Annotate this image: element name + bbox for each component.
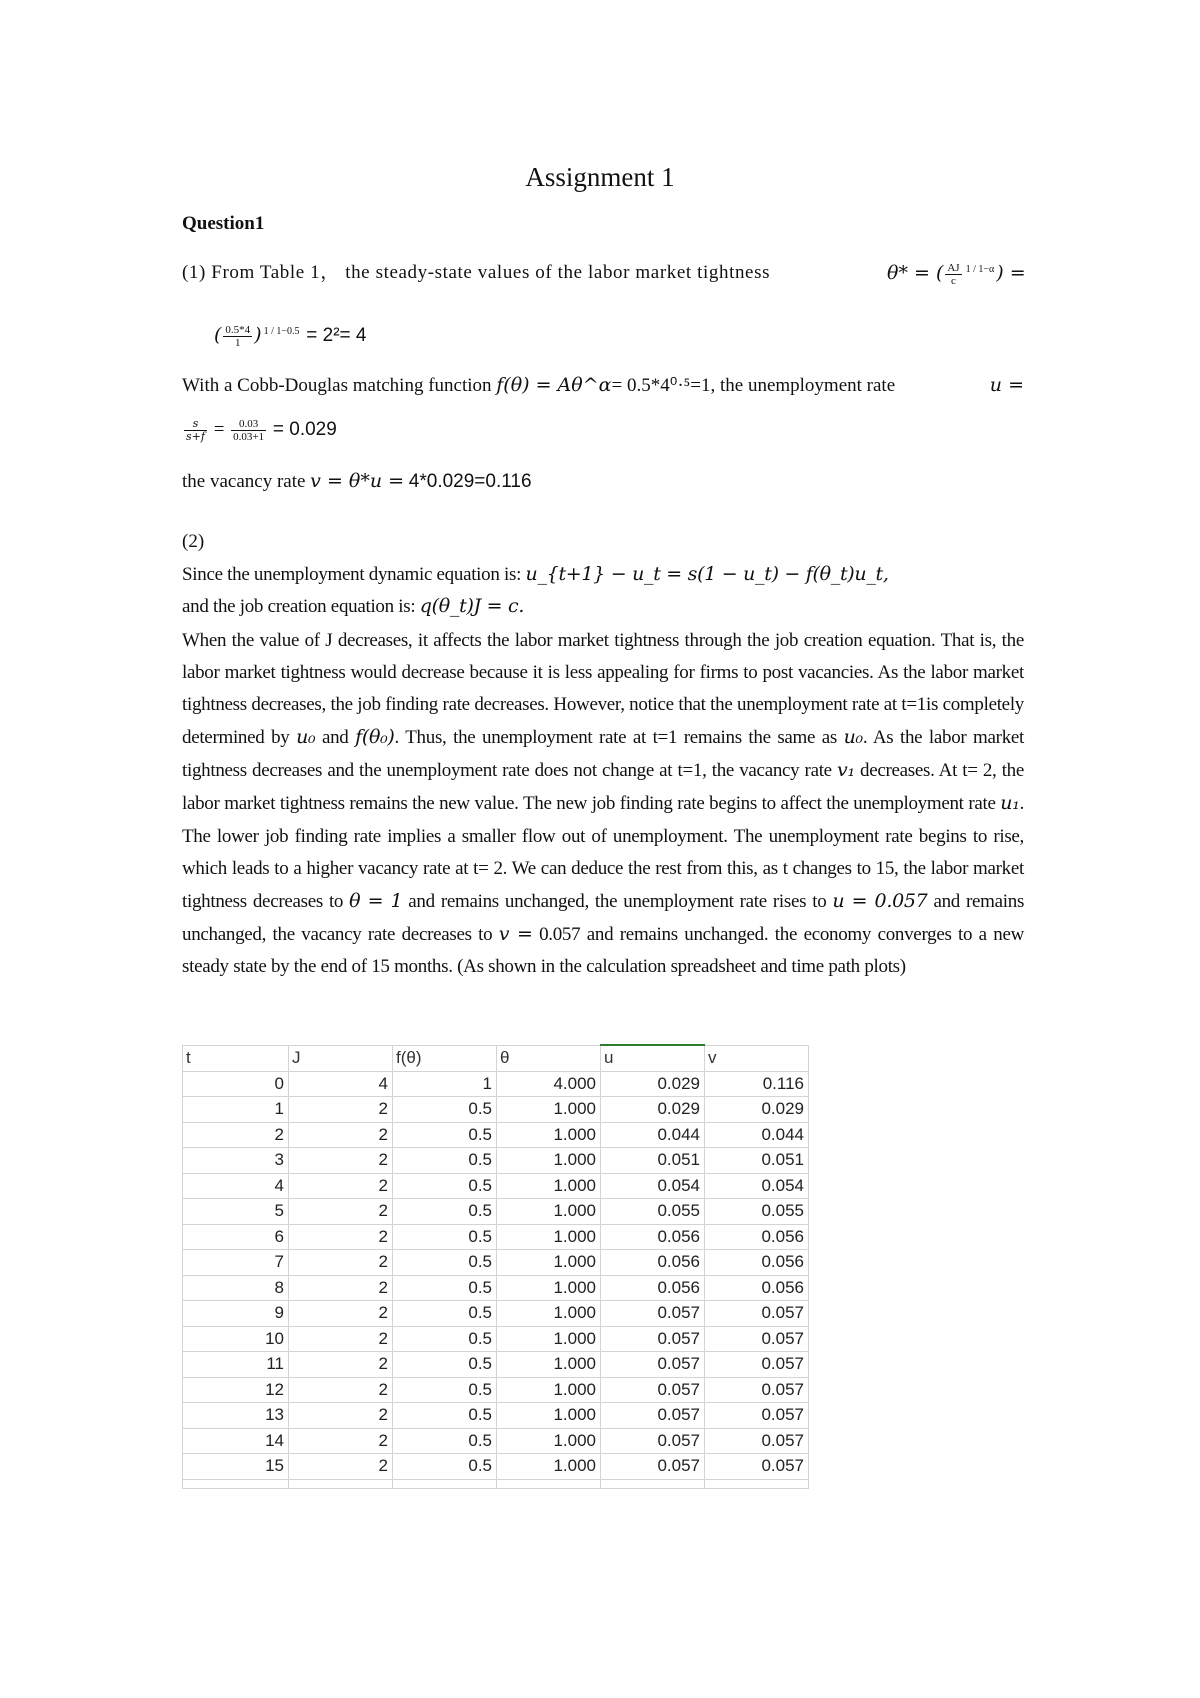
table-cell: 2 bbox=[289, 1454, 393, 1480]
part1-line2: ( $\frac{0.5*4}{1}$ ) 1 / 1−0.5 = 2²= 4 bbox=[214, 324, 367, 350]
table-cell: 7 bbox=[183, 1250, 289, 1276]
part1-line1 bbox=[182, 261, 1026, 288]
table-cell: 4 bbox=[183, 1173, 289, 1199]
table-cell: 0.5 bbox=[393, 1275, 497, 1301]
table-cell: 0.057 bbox=[601, 1352, 705, 1378]
table-cell: 0.057 bbox=[601, 1301, 705, 1327]
table-row bbox=[183, 1097, 809, 1123]
table-cell-empty bbox=[497, 1479, 601, 1488]
table-cell: 0.5 bbox=[393, 1301, 497, 1327]
table-cell: 2 bbox=[289, 1250, 393, 1276]
table-cell-empty bbox=[289, 1479, 393, 1488]
table-cell: 0.5 bbox=[393, 1224, 497, 1250]
table-cell: 0.116 bbox=[705, 1071, 809, 1097]
table-row bbox=[183, 1122, 809, 1148]
part2-label: (2) bbox=[182, 531, 205, 552]
table-cell: 2 bbox=[289, 1148, 393, 1174]
table-cell: 2 bbox=[289, 1326, 393, 1352]
table-cell-empty bbox=[601, 1479, 705, 1488]
table-cell: 12 bbox=[183, 1377, 289, 1403]
table-cell: 0.5 bbox=[393, 1199, 497, 1225]
table-cell-empty bbox=[393, 1479, 497, 1488]
table-cell: 2 bbox=[289, 1301, 393, 1327]
table-cell: 0.056 bbox=[601, 1250, 705, 1276]
table-cell: 2 bbox=[289, 1173, 393, 1199]
table-cell: 13 bbox=[183, 1403, 289, 1429]
table-cell: 1.000 bbox=[497, 1377, 601, 1403]
table-cell-empty bbox=[183, 1479, 289, 1488]
table-cell: 1.000 bbox=[497, 1148, 601, 1174]
table-cell: 8 bbox=[183, 1275, 289, 1301]
table-cell: 2 bbox=[289, 1403, 393, 1429]
table-cell: 0 bbox=[183, 1071, 289, 1097]
table-cell: 0.5 bbox=[393, 1428, 497, 1454]
table-cell: 4.000 bbox=[497, 1071, 601, 1097]
table-cell: 0.056 bbox=[601, 1275, 705, 1301]
table-cell: 15 bbox=[183, 1454, 289, 1480]
table-cell: 0.057 bbox=[705, 1352, 809, 1378]
table-cell: 1.000 bbox=[497, 1403, 601, 1429]
table-cell: 14 bbox=[183, 1428, 289, 1454]
page-title: Assignment 1 bbox=[525, 162, 675, 192]
table-cell: 2 bbox=[289, 1352, 393, 1378]
table-cell: 9 bbox=[183, 1301, 289, 1327]
table-cell: 0.5 bbox=[393, 1250, 497, 1276]
column-header: t bbox=[183, 1045, 289, 1071]
table-cell: 0.044 bbox=[705, 1122, 809, 1148]
table-cell: 0.5 bbox=[393, 1403, 497, 1429]
table-cell: 0.056 bbox=[601, 1224, 705, 1250]
table-cell: 2 bbox=[289, 1428, 393, 1454]
table-cell: 0.057 bbox=[601, 1403, 705, 1429]
part1-line4: $\frac{s}{s+f}$ = $\frac{0.03}{0.03+1}$ = 0.029 bbox=[186, 417, 337, 444]
table-cell: 0.057 bbox=[705, 1301, 809, 1327]
part2-eq1: Since the unemployment dynamic equation is: u_{t+1} − u_t = s(1 − u_t) − f(θ_t)u_t, bbox=[182, 563, 889, 585]
table-cell: 0.057 bbox=[601, 1428, 705, 1454]
table-row bbox=[183, 1403, 809, 1429]
column-header: J bbox=[289, 1045, 393, 1071]
table-cell: 0.057 bbox=[705, 1326, 809, 1352]
column-header: f(θ) bbox=[393, 1045, 497, 1071]
table-cell: 1.000 bbox=[497, 1199, 601, 1225]
table-row bbox=[183, 1454, 809, 1480]
table-cell: 5 bbox=[183, 1199, 289, 1225]
table-cell: 0.5 bbox=[393, 1173, 497, 1199]
table-cell: 0.5 bbox=[393, 1122, 497, 1148]
calculation-spreadsheet bbox=[182, 1044, 809, 1489]
question-heading: Question1 bbox=[182, 213, 265, 234]
table-cell: 2 bbox=[183, 1122, 289, 1148]
table-cell: 0.5 bbox=[393, 1352, 497, 1378]
table-cell-empty bbox=[705, 1479, 809, 1488]
table-cell: 1.000 bbox=[497, 1122, 601, 1148]
table-cell: 0.057 bbox=[601, 1454, 705, 1480]
table-cell: 0.054 bbox=[601, 1173, 705, 1199]
table-cell: 1.000 bbox=[497, 1097, 601, 1123]
table-row bbox=[183, 1428, 809, 1454]
table-cell: 1.000 bbox=[497, 1250, 601, 1276]
table-cell: 10 bbox=[183, 1326, 289, 1352]
table-cell: 1.000 bbox=[497, 1224, 601, 1250]
table-cell: 0.051 bbox=[705, 1148, 809, 1174]
table-row bbox=[183, 1352, 809, 1378]
column-header: v bbox=[705, 1045, 809, 1071]
table-cell: 1.000 bbox=[497, 1326, 601, 1352]
table-cell: 0.051 bbox=[601, 1148, 705, 1174]
table-cell: 0.057 bbox=[601, 1377, 705, 1403]
table-row bbox=[183, 1301, 809, 1327]
table-cell: 0.5 bbox=[393, 1148, 497, 1174]
table-cell: 11 bbox=[183, 1352, 289, 1378]
table-cell: 1.000 bbox=[497, 1301, 601, 1327]
table-cell: 0.056 bbox=[705, 1224, 809, 1250]
table-cell: 0.029 bbox=[705, 1097, 809, 1123]
theta-star-formula: θ* = ( $\frac{AJ}{c}$ 1 / 1−α ) = bbox=[887, 262, 1026, 288]
column-header: θ bbox=[497, 1045, 601, 1071]
table-cell: 0.5 bbox=[393, 1377, 497, 1403]
column-header: u bbox=[601, 1045, 705, 1071]
table-cell: 1.000 bbox=[497, 1454, 601, 1480]
table-row bbox=[183, 1173, 809, 1199]
table-cell: 1.000 bbox=[497, 1428, 601, 1454]
table-cell: 0.055 bbox=[705, 1199, 809, 1225]
table-row bbox=[183, 1326, 809, 1352]
table-cell: 2 bbox=[289, 1199, 393, 1225]
table-cell: 1 bbox=[393, 1071, 497, 1097]
table-cell: 2 bbox=[289, 1097, 393, 1123]
table-cell: 0.5 bbox=[393, 1097, 497, 1123]
table-cell: 0.029 bbox=[601, 1071, 705, 1097]
table-row bbox=[183, 1148, 809, 1174]
table-cell: 6 bbox=[183, 1224, 289, 1250]
table-cell: 2 bbox=[289, 1224, 393, 1250]
table-row bbox=[183, 1071, 809, 1097]
table-cell: 2 bbox=[289, 1275, 393, 1301]
table-cell: 0.5 bbox=[393, 1454, 497, 1480]
table-cell: 0.029 bbox=[601, 1097, 705, 1123]
table-row bbox=[183, 1377, 809, 1403]
spreadsheet-body bbox=[183, 1071, 809, 1488]
table-cell: 0.057 bbox=[705, 1454, 809, 1480]
part1-line3: With a Cobb-Douglas matching function f(θ) = Aθ^α= 0.5*4⁰·⁵=1, the unemployment rate u = bbox=[182, 374, 1024, 396]
table-row bbox=[183, 1275, 809, 1301]
table-cell: 2 bbox=[289, 1377, 393, 1403]
table-row bbox=[183, 1224, 809, 1250]
table-row bbox=[183, 1250, 809, 1276]
part2-eq2: and the job creation equation is: q(θ_t)J = c. bbox=[182, 595, 525, 617]
spreadsheet-header-row bbox=[183, 1045, 809, 1071]
table-row bbox=[183, 1199, 809, 1225]
table-cell: 3 bbox=[183, 1148, 289, 1174]
part1-line5: the vacancy rate v = θ*u = 4*0.029=0.116 bbox=[182, 470, 532, 492]
table-cell: 0.057 bbox=[705, 1403, 809, 1429]
table-cell: 1 bbox=[183, 1097, 289, 1123]
table-cell: 0.044 bbox=[601, 1122, 705, 1148]
table-cell: 4 bbox=[289, 1071, 393, 1097]
part2-paragraph: When the value of J decreases, it affects the labor market tightness through the job creation equation. That is, the labor market tightness would decrease because it is less appealing for firms to post vacancies. As the labor market tightness decreases, the job finding rate decreases. However, notice that the unemployment rate at t=1is completely determined by u₀ and f(θ₀). Thus, the unemployment rate at t=1 remains the same as u₀. As the labor market tightness decreases and the unemployment rate does not change at t=1, the vacancy rate v₁ decreases. At t= 2, the labor market tightness remains the new value. The new job finding rate begins to affect the unemployment rate u₁. The lower job finding rate implies a smaller flow out of unemployment. The unemployment rate begins to rise, which leads to a higher vacancy rate at t= 2. We can deduce the rest from this, as t changes to 15, the labor market tightness decreases to θ = 1 and remains unchanged, the unemployment rate rises to u = 0.057 and remains unchanged, the vacancy rate decreases to v = 0.057 and remains unchanged. the economy converges to a new steady state by the end of 15 months. (As shown in the calculation spreadsheet and time path plots) bbox=[182, 630, 1025, 977]
table-cell: 0.057 bbox=[705, 1377, 809, 1403]
table-cell: 1.000 bbox=[497, 1275, 601, 1301]
table-cell: 0.055 bbox=[601, 1199, 705, 1225]
table-cell: 0.057 bbox=[601, 1326, 705, 1352]
table-cell: 1.000 bbox=[497, 1173, 601, 1199]
table-cell: 2 bbox=[289, 1122, 393, 1148]
table-cell: 1.000 bbox=[497, 1352, 601, 1378]
table-cell: 0.056 bbox=[705, 1250, 809, 1276]
table-cell: 0.057 bbox=[705, 1428, 809, 1454]
part1-line1-text: (1) From Table 1， the steady-state values of the labor market tightness bbox=[182, 262, 771, 283]
table-cell: 0.5 bbox=[393, 1326, 497, 1352]
table-cell: 0.054 bbox=[705, 1173, 809, 1199]
table-cell: 0.056 bbox=[705, 1275, 809, 1301]
table-row-empty bbox=[183, 1479, 809, 1488]
